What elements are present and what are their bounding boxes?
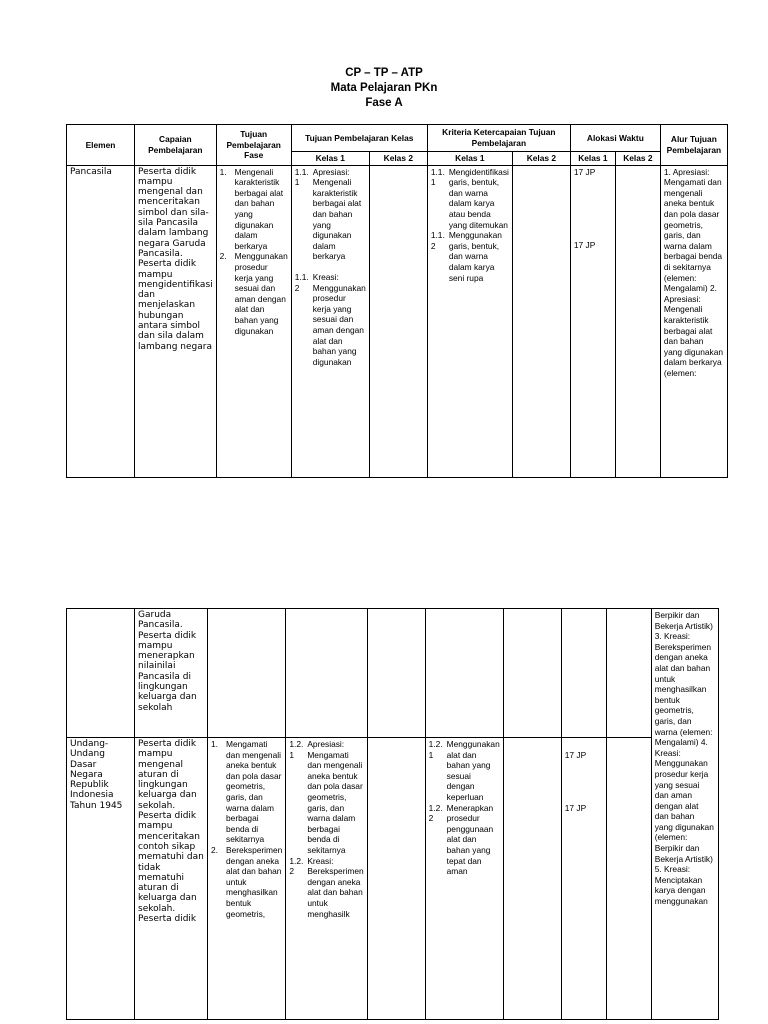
list-item: 1.2.2 Menerapkan prosedur penggunaan alat dan bahan yang tepat dan aman: [428, 802, 494, 877]
header-tp-kelas2: Kelas 2: [369, 152, 427, 166]
cp-tp-atp-table-page1: [66, 124, 728, 478]
kriteria-kelas2-cell: [503, 609, 561, 738]
list-item: 1.1.1 Mengidentifikasi garis, bentuk, dan warna dalam karya atau benda yang ditemukan: [430, 166, 509, 230]
kriteria-kelas2-cell: [512, 165, 570, 477]
header-tp-kelas1: Kelas 1: [291, 152, 369, 166]
kriteria-kelas2-cell: [503, 738, 561, 1020]
title-line-2: Mata Pelajaran PKn: [330, 82, 438, 94]
header-capaian: Capaian Pembelajaran: [135, 125, 217, 166]
alur-cell: Berpikir dan Bekerja Artistik) 3. Kreasi: Bereksperimen dengan aneka alat dan bahan untuk menghasilkan bentuk geometris, garis, dan warna (elemen: Mengalami) 4. Kreasi: Menggunakan prosedur kerja yang sesuai dan aman dengan alat dan bahan yang digunakan (elemen: Berpikir dan Bekerja Artistik) 5. Kreasi: Menciptakan karya dengan menggunakan: [651, 609, 718, 1020]
alokasi-kelas1-cell: [561, 738, 606, 1020]
alokasi-kelas2-cell: [606, 609, 651, 738]
tujuan-fase-cell: [216, 165, 291, 477]
tp-kelas1-cell: [286, 609, 367, 738]
alokasi-value: 17 JP: [564, 750, 587, 760]
list-item: 1.2.1 Menggunakan alat dan bahan yang sesuai dengan keperluan: [428, 739, 500, 802]
capaian-cell: Peserta didik mampu mengenal dan menceritakan simbol dan sila-sila Pancasila dalam lambang negara Garuda Pancasila. Peserta didik mampu mengidentifikasi dan menjelaskan hubungan antara simbol dan sila dalam lambang negara: [135, 165, 217, 477]
header-elemen: Elemen: [67, 125, 135, 166]
title-line-1: CP – TP – ATP: [345, 67, 423, 79]
header-tujuan-fase: Tujuan Pembelajaran Fase: [216, 125, 291, 166]
tp-kelas2-cell: [369, 165, 427, 477]
header-kr-kelas2: Kelas 2: [512, 152, 570, 166]
tp-kelas2-cell: [367, 609, 425, 738]
list-item: 1.2.1 Apresiasi: Mengamati dan mengenali aneka bentuk dan pola dasar geometris, garis, dan warna dalam berbagai benda di sekitarnya: [289, 739, 363, 855]
capaian-cell: Peserta didik mampu mengenal aturan di lingkungan keluarga dan sekolah. Peserta didik mampu menceritakan contoh sikap mematuhi dan tidak mematuhi aturan di keluarga dan sekolah. Peserta didik: [135, 738, 208, 1020]
tujuan-fase-cell: [208, 738, 286, 1020]
list-item: 1.1.1 Apresiasi: Mengenali karakteristik berbagai alat dan bahan yang digunakan dalam berkarya: [294, 166, 362, 262]
header-kriteria: Kriteria Ketercapaian Tujuan Pembelajaran: [427, 125, 570, 152]
tujuan-fase-cell: [208, 609, 286, 738]
elemen-cell: Pancasila: [67, 165, 135, 477]
alokasi-kelas2-cell: [606, 738, 651, 1020]
header-alur: Alur Tujuan Pembelajaran: [660, 125, 727, 166]
alur-cell: 1. Apresiasi: Mengamati dan mengenali aneka bentuk dan pola dasar geometris, garis, dan warna dalam berbagai benda di sekitarnya (elemen: Mengalami) 2. Apresiasi: Mengenali karakteristik berbagai alat dan bahan yang digunakan dalam berkarya (elemen:: [660, 165, 727, 477]
elemen-cell: Undang-Undang Dasar Negara Republik Indonesia Tahun 1945: [67, 738, 135, 1020]
alokasi-value: 17 JP: [573, 240, 596, 251]
list-item: 1. Mengenali karakteristik berbagai alat dan bahan yang digunakan dalam berkarya: [219, 166, 284, 251]
list-item: 1.2.2 Kreasi: Bereksperimen dengan aneka alat dan bahan untuk menghasilk: [289, 855, 364, 919]
alokasi-value: 17 JP: [564, 802, 587, 813]
header-al-kelas1: Kelas 1: [570, 152, 615, 166]
kriteria-kelas1-cell: [425, 609, 503, 738]
tp-kelas1-cell: [286, 738, 367, 1020]
document-title: [0, 66, 768, 111]
list-item: 2. Bereksperimen dengan aneka alat dan bahan untuk menghasilkan bentuk geometris,: [211, 844, 283, 919]
cp-tp-atp-table-page2: [66, 608, 719, 1020]
alokasi-value: 17 JP: [573, 166, 596, 177]
list-item: 2. Menggunakan prosedur kerja yang sesuai dan aman dengan alat dan bahan yang digunakan: [219, 251, 288, 336]
tp-kelas2-cell: [367, 738, 425, 1020]
tp-kelas1-cell: [291, 165, 369, 477]
alokasi-kelas1-cell: [570, 165, 615, 477]
capaian-cell: Garuda Pancasila. Peserta didik mampu menerapkan nilainilai Pancasila di lingkungan keluarga dan sekolah: [135, 609, 208, 738]
kriteria-kelas1-cell: [427, 165, 512, 477]
alokasi-kelas1-cell: [561, 609, 606, 738]
header-al-kelas2: Kelas 2: [615, 152, 660, 166]
alokasi-kelas2-cell: [615, 165, 660, 477]
header-kr-kelas1: Kelas 1: [427, 152, 512, 166]
elemen-cell: [67, 609, 135, 738]
header-alokasi: Alokasi Waktu: [570, 125, 660, 152]
list-item: 1.1.2 Kreasi: Menggunakan prosedur kerja yang sesuai dan aman dengan alat dan bahan yang digunakan: [294, 271, 366, 367]
list-item: 1. Mengamati dan mengenali aneka bentuk dan pola dasar geometris, garis, dan warna dalam berbagai benda di sekitarnya: [211, 739, 282, 845]
header-tujuan-kelas: Tujuan Pembelajaran Kelas: [291, 125, 427, 152]
kriteria-kelas1-cell: [425, 738, 503, 1020]
list-item: 1.1.2 Menggunakan garis, bentuk, dan warna dalam karya seni rupa: [430, 230, 502, 283]
title-line-3: Fase A: [365, 97, 403, 109]
